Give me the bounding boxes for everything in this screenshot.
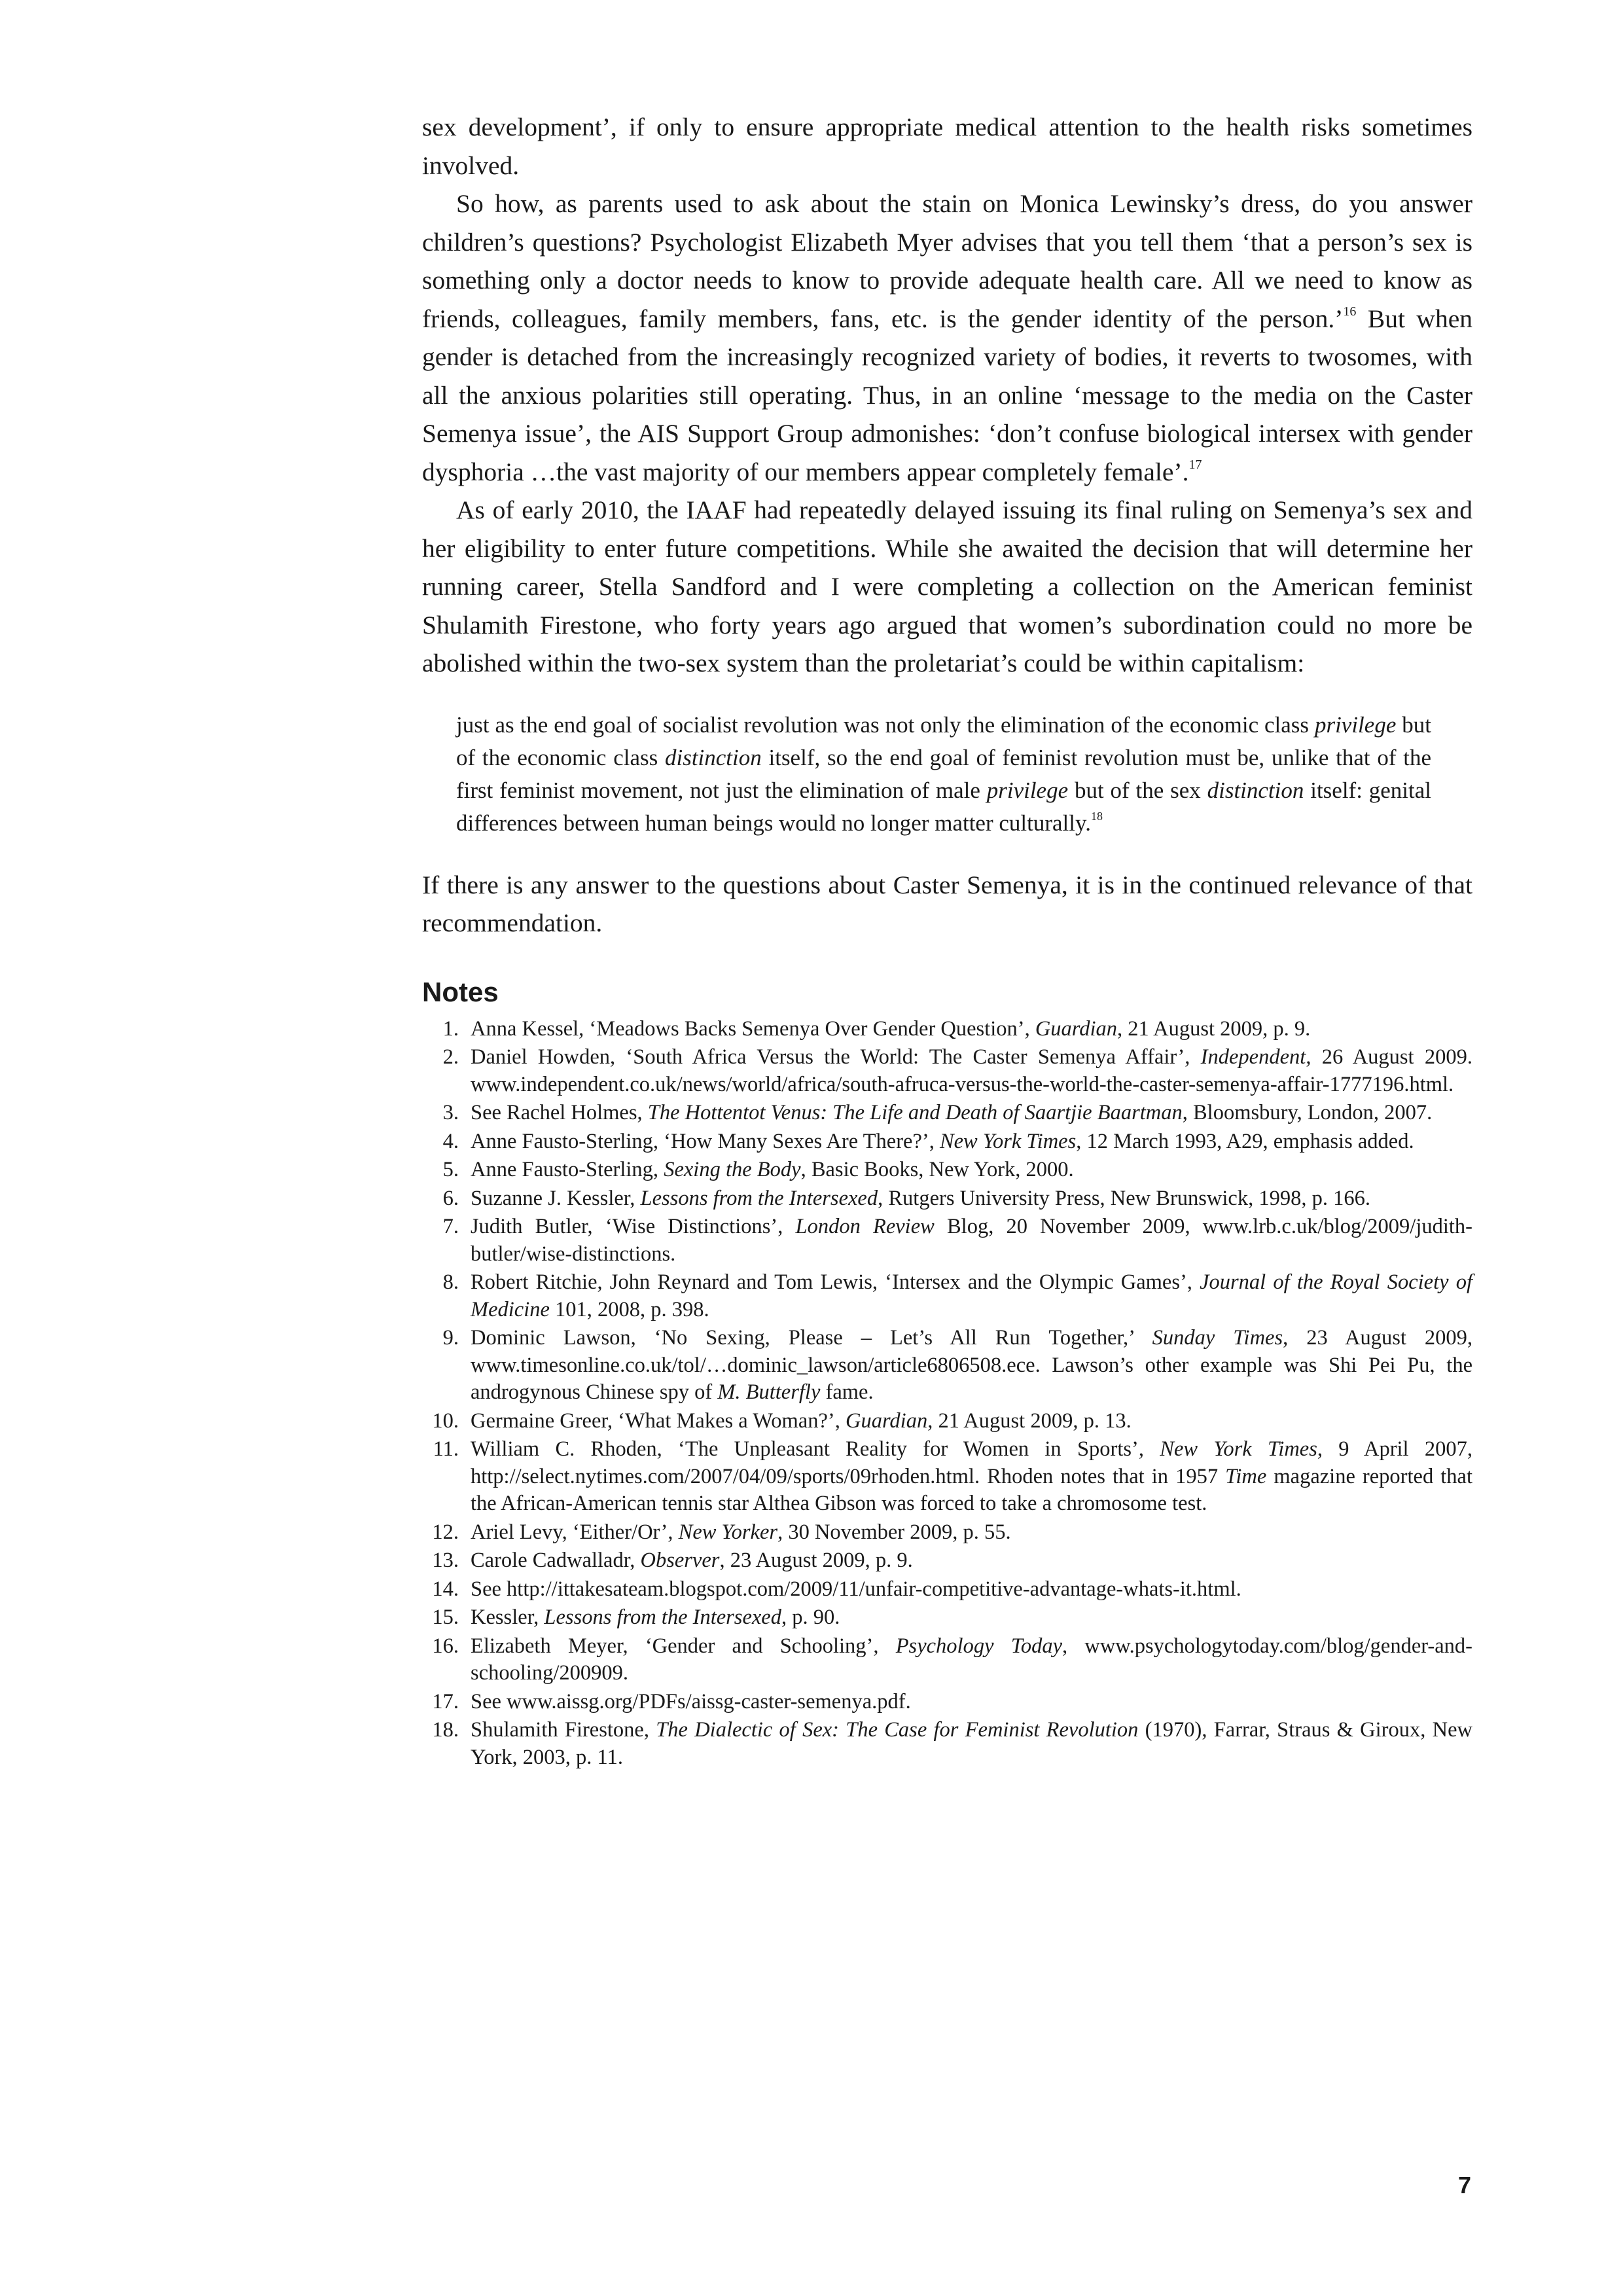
note-text: , 26 August 2009. www.independent.co.uk/news/world/africa/south-afruca-versus-the-world-the-caster-semenya-affair-1777196.html. <box>471 1045 1472 1096</box>
note-text: Anna Kessel, ‘Meadows Backs Semenya Over Gender Question’, <box>471 1016 1035 1041</box>
note-text: Ariel Levy, ‘Either/Or’, <box>471 1520 679 1544</box>
note-text: (1970), Farrar, Straus & Giroux, New York, 2003, p. 11. <box>471 1718 1472 1769</box>
note-item <box>422 1157 1472 1184</box>
note-item <box>422 1408 1472 1435</box>
note-title: New Yorker <box>678 1520 778 1544</box>
paragraph-iaaf-ruling: As of early 2010, the IAAF had repeatedly delayed issuing its final ruling on Semenya’s sex and her eligibility to enter future competitions. While she awaited the decision that will determine her running career, Stella Sandford and I were completing a collection on the American feminist Shulamith Firestone, who forty years ago argued that women’s subordination could no more be abolished within the two-sex system than the proletariat’s could be within capitalism: <box>422 495 1472 677</box>
note-title: Journal of the Royal Society of Medicine <box>471 1270 1472 1321</box>
note-item <box>422 1576 1472 1604</box>
note-item <box>422 1717 1472 1771</box>
note-text: Robert Ritchie, John Reynard and Tom Lewis, ‘Intersex and the Olympic Games’, <box>471 1270 1200 1294</box>
note-number: 5. <box>442 1158 459 1181</box>
note-text: , 21 August 2009, p. 9. <box>1117 1016 1311 1041</box>
note-item <box>422 1016 1472 1043</box>
paragraph-closing: If there is any answer to the questions about Caster Semenya, it is in the continued relevance of that recommendation. <box>422 870 1472 937</box>
note-text: magazine reported that the African-American tennis star Althea Gibson was forced to take a chromosome test. <box>471 1464 1472 1515</box>
note-text: , 21 August 2009, p. 13. <box>927 1408 1132 1433</box>
note-text: Kessler, <box>471 1605 544 1629</box>
footnote-ref-18[interactable]: 18 <box>1090 809 1103 823</box>
note-text: , Bloomsbury, London, 2007. <box>1182 1101 1433 1124</box>
quote-emphasis: privilege <box>986 777 1069 803</box>
note-text: , p. 90. <box>781 1605 840 1629</box>
note-title: The Hottentot Venus: The Life and Death of Saartjie Baartman <box>647 1101 1183 1124</box>
note-text: Dominic Lawson, ‘No Sexing, Please – Let’s All Run Together,’ <box>471 1326 1152 1350</box>
note-number: 8. <box>442 1270 459 1294</box>
note-item <box>422 1689 1472 1716</box>
note-item <box>422 1044 1472 1098</box>
note-number: 10. <box>432 1408 459 1433</box>
note-text: , Rutgers University Press, New Brunswick, 1998, p. 166. <box>878 1186 1370 1210</box>
note-number: 9. <box>442 1326 459 1350</box>
note-item <box>422 1213 1472 1268</box>
note-text: See www.aissg.org/PDFs/aissg-caster-semenya.pdf. <box>471 1689 911 1713</box>
paragraph-children-questions <box>422 185 1472 491</box>
note-title: Sexing the Body <box>664 1158 801 1181</box>
note-number: 2. <box>442 1045 459 1069</box>
note-item <box>422 1519 1472 1547</box>
note-number: 17. <box>432 1689 459 1713</box>
paragraph-continuation: sex development’, if only to ensure appropriate medical attention to the health risks sometimes involved. <box>422 113 1472 180</box>
quote-text: but of the economic class <box>456 711 1431 770</box>
note-item <box>422 1128 1472 1156</box>
note-item <box>422 1100 1472 1127</box>
note-text: fame. <box>820 1380 874 1404</box>
note-text: Daniel Howden, ‘South Africa Versus the World: The Caster Semenya Affair’, <box>471 1045 1201 1069</box>
note-title: London Review <box>795 1215 935 1238</box>
quote-text: but of the sex <box>1068 777 1207 803</box>
note-item <box>422 1325 1472 1407</box>
note-number: 14. <box>432 1577 459 1601</box>
note-number: 1. <box>442 1016 459 1041</box>
note-text: See Rachel Holmes, <box>471 1101 648 1124</box>
note-text: Elizabeth Meyer, ‘Gender and Schooling’, <box>471 1634 896 1658</box>
footnote-ref-16[interactable]: 16 <box>1343 304 1357 319</box>
note-title: New York Times <box>1160 1437 1317 1461</box>
note-number: 11. <box>433 1437 459 1461</box>
note-item <box>422 1547 1472 1575</box>
note-text: , Basic Books, New York, 2000. <box>800 1158 1074 1181</box>
note-title: Time <box>1225 1464 1267 1488</box>
paragraph-text: So how, as parents used to ask about the stain on Monica Lewinsky’s dress, do you answer children’s questions? Psychologist Elizabeth Myer advises that you tell them ‘that a person’s sex is something only a doctor needs to know to provide adequate health care. All we need to know as friends, colleagues, family members, fans, etc. is the gender identity of the person.’ <box>422 189 1472 333</box>
note-title: Psychology Today <box>895 1634 1062 1658</box>
quote-emphasis: privilege <box>1314 711 1397 738</box>
note-title: M. Butterfly <box>717 1380 821 1404</box>
page-number: 7 <box>1457 2172 1471 2198</box>
note-text: See http://ittakesateam.blogspot.com/2009/11/unfair-competitive-advantage-whats-it.html. <box>471 1577 1241 1601</box>
note-item <box>422 1604 1472 1632</box>
note-title: Lessons from the Intersexed <box>640 1186 878 1210</box>
note-text: Suzanne J. Kessler, <box>471 1186 641 1210</box>
note-title: The Dialectic of Sex: The Case for Feminist Revolution <box>656 1718 1139 1742</box>
note-text: , 23 August 2009, www.timesonline.co.uk/tol/…dominic_lawson/article6806508.ece. Lawson’s other example was Shi Pei Pu, the androgynous Chinese spy of <box>471 1326 1473 1404</box>
note-number: 16. <box>432 1634 459 1658</box>
note-title: Independent <box>1200 1045 1306 1069</box>
quote-emphasis: distinction <box>664 744 762 770</box>
note-text: 101, 2008, p. 398. <box>549 1297 709 1321</box>
note-text: Judith Butler, ‘Wise Distinctions’, <box>471 1215 796 1238</box>
note-number: 15. <box>432 1605 459 1629</box>
note-title: Sunday Times <box>1152 1326 1283 1350</box>
note-item <box>422 1633 1472 1687</box>
notes-heading: Notes <box>422 976 499 1007</box>
quote-text: just as the end goal of socialist revolution was not only the elimination of the economic class <box>456 711 1315 738</box>
note-text: , 12 March 1993, A29, emphasis added. <box>1076 1129 1414 1153</box>
note-text: , www.psychologytoday.com/blog/gender-and-schooling/200909. <box>471 1634 1472 1685</box>
note-title: New York Times <box>939 1129 1077 1153</box>
notes-list <box>422 1016 1472 1772</box>
note-text: Anne Fausto-Sterling, <box>471 1158 664 1181</box>
note-number: 3. <box>442 1101 459 1124</box>
quote-text: itself, so the end goal of feminist revolution must be, unlike that of the first feminist movement, not just the elimination of male <box>456 744 1431 803</box>
note-text: Germaine Greer, ‘What Makes a Woman?’, <box>471 1408 846 1433</box>
note-number: 4. <box>442 1129 459 1153</box>
note-text: , 23 August 2009, p. 9. <box>719 1549 913 1572</box>
note-item <box>422 1185 1472 1213</box>
note-title: Observer <box>640 1549 720 1572</box>
note-item <box>422 1436 1472 1518</box>
note-number: 18. <box>432 1718 459 1742</box>
page-content <box>422 108 1472 1772</box>
note-number: 13. <box>432 1549 459 1572</box>
note-number: 12. <box>432 1520 459 1544</box>
note-text: Anne Fausto-Sterling, ‘How Many Sexes Are There?’, <box>471 1129 940 1153</box>
note-text: Shulamith Firestone, <box>471 1718 656 1742</box>
note-text: Blog, 20 November 2009, www.lrb.c.uk/blog/2009/judith-butler/wise-distinctions. <box>471 1215 1472 1266</box>
note-text: , 9 April 2007, http://select.nytimes.com/2007/04/09/sports/09rhoden.html. Rhoden notes that in 1957 <box>471 1437 1472 1488</box>
note-title: Lessons from the Intersexed <box>544 1605 781 1629</box>
note-title: Guardian <box>846 1408 928 1433</box>
footnote-ref-17[interactable]: 17 <box>1188 457 1202 472</box>
paragraph-text: But when gender is detached from the increasingly recognized variety of bodies, it reverts to twosomes, with all the anxious polarities still operating. Thus, in an online ‘message to the media on the Caster Semenya issue’, the AIS Support Group admonishes: ‘don’t confuse biological intersex with gender dysphoria …the vast majority of our members appear completely female’. <box>422 304 1472 486</box>
note-text: , 30 November 2009, p. 55. <box>777 1520 1011 1544</box>
note-title: Guardian <box>1035 1016 1118 1041</box>
note-number: 6. <box>442 1186 459 1210</box>
note-item <box>422 1269 1472 1323</box>
quote-text: itself: genital differences between human beings would no longer matter culturally. <box>456 777 1432 836</box>
note-text: Carole Cadwalladr, <box>471 1549 641 1572</box>
quote-emphasis: distinction <box>1207 777 1304 803</box>
note-text: William C. Rhoden, ‘The Unpleasant Reality for Women in Sports’, <box>471 1437 1160 1461</box>
block-quote-firestone <box>456 709 1431 840</box>
note-number: 7. <box>442 1215 459 1238</box>
